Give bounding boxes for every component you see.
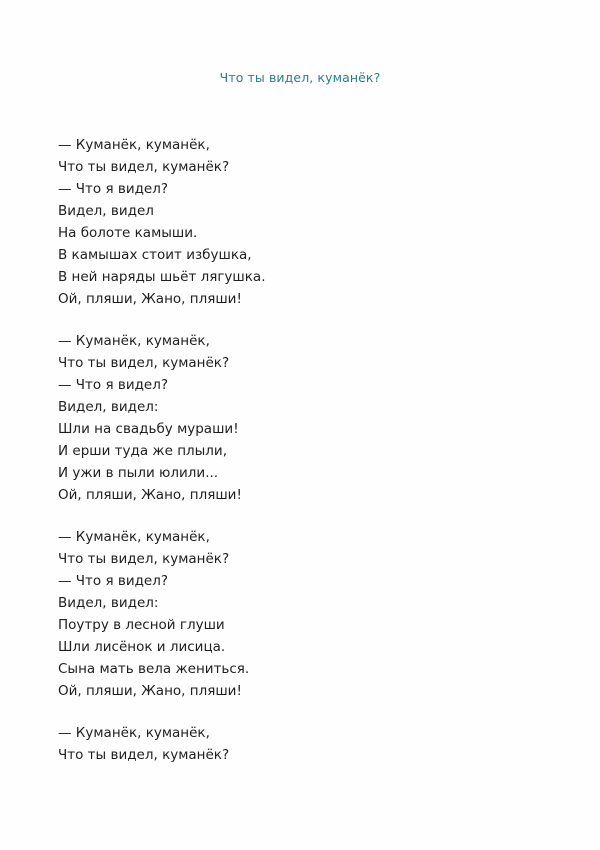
poem-line: — Куманёк, куманёк, <box>58 725 210 741</box>
poem-line: Что ты видел, куманёк? <box>58 159 230 175</box>
poem-line: — Куманёк, куманёк, <box>58 529 210 545</box>
poem-line: В ней наряды шьёт лягушка. <box>58 269 266 285</box>
poem-line: Поутру в лесной глуши <box>58 617 225 633</box>
poem-line: И ужи в пыли юлили... <box>58 465 219 481</box>
poem-line: Ой, пляши, Жано, пляши! <box>58 487 242 503</box>
poem-line: Что ты видел, куманёк? <box>58 551 230 567</box>
poem-line: Сына мать вела жениться. <box>58 661 250 677</box>
poem-line: Видел, видел <box>58 203 154 219</box>
poem-line: Ой, пляши, Жано, пляши! <box>58 683 242 699</box>
stanza-4 <box>58 722 458 766</box>
poem-line: Шли на свадьбу мураши! <box>58 421 239 437</box>
stanza-2 <box>58 330 458 506</box>
poem-title: Что ты видел, куманёк? <box>219 70 381 85</box>
poem-body <box>58 134 458 786</box>
poem-line: — Куманёк, куманёк, <box>58 137 210 153</box>
poem-line: Шли лисёнок и лисица. <box>58 639 226 655</box>
poem-line: — Что я видел? <box>58 377 169 393</box>
poem-line: Видел, видел: <box>58 595 159 611</box>
poem-line: — Что я видел? <box>58 181 169 197</box>
poem-line: — Куманёк, куманёк, <box>58 333 210 349</box>
poem-line: Видел, видел: <box>58 399 159 415</box>
poem-line: На болоте камыши. <box>58 225 198 241</box>
poem-line: Ой, пляши, Жано, пляши! <box>58 291 242 307</box>
poem-line: В камышах стоит избушка, <box>58 247 252 263</box>
stanza-3 <box>58 526 458 702</box>
stanza-1 <box>58 134 458 310</box>
poem-line: Что ты видел, куманёк? <box>58 747 230 763</box>
poem-line: И ерши туда же плыли, <box>58 443 228 459</box>
poem-line: — Что я видел? <box>58 573 169 589</box>
poem-line: Что ты видел, куманёк? <box>58 355 230 371</box>
